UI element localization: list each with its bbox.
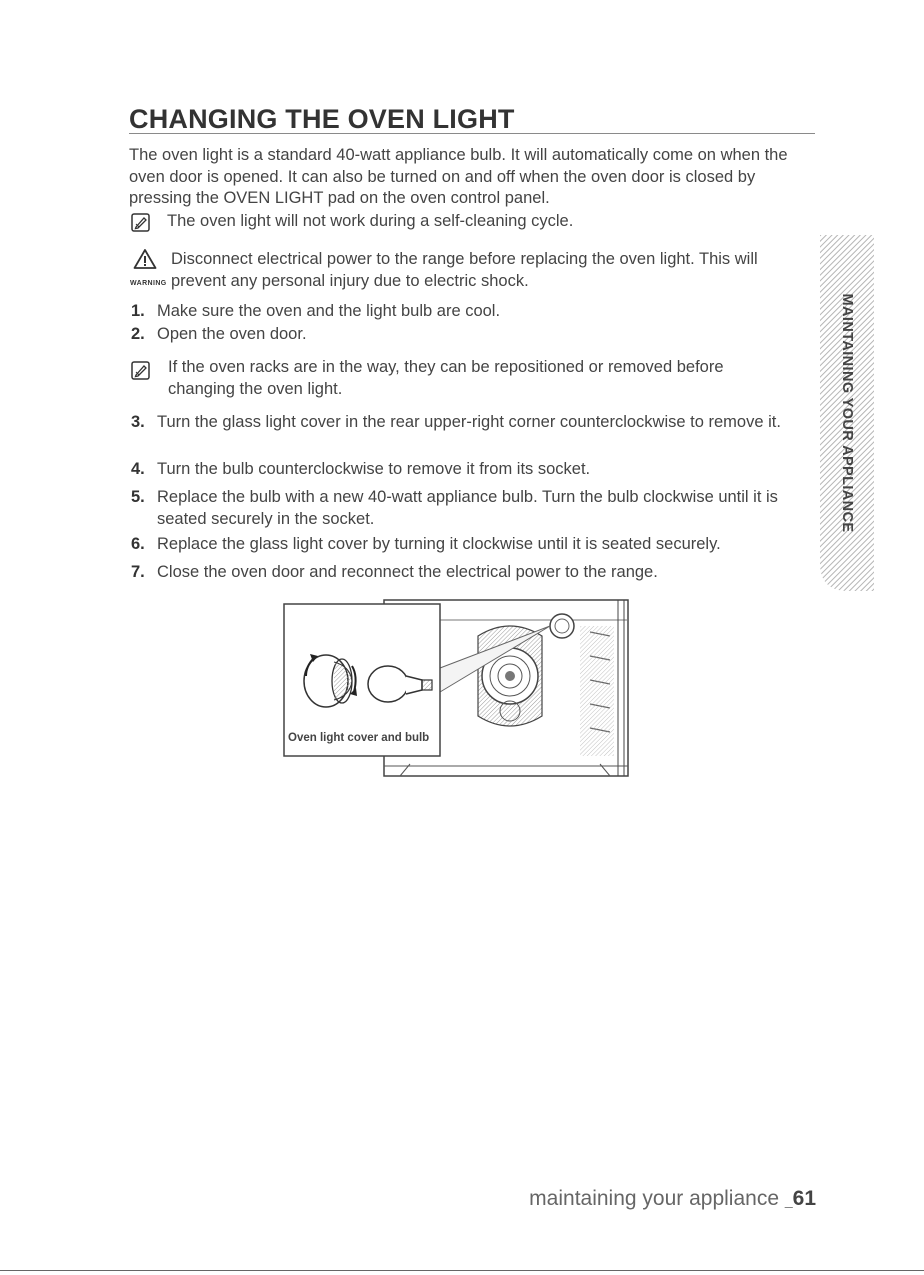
step-text: Make sure the oven and the light bulb are cool. (157, 302, 501, 320)
warning-text: Disconnect electrical power to the range before replacing the oven light. This will prevent any personal injury due to electric shock. (171, 250, 758, 290)
page-number: 61 (792, 1187, 816, 1210)
note-text: The oven light will not work during a self-cleaning cycle. (167, 212, 574, 230)
section-title: CHANGING THE OVEN LIGHT (129, 104, 515, 134)
step-text: Turn the bulb counterclockwise to remove it from its socket. (157, 460, 591, 478)
footer-separator: _ (784, 1192, 793, 1208)
step-text: Turn the glass light cover in the rear upper-right corner counterclockwise to remove it. (157, 413, 781, 431)
side-tab-label: MAINTAINING YOUR APPLIANCE (839, 293, 855, 533)
bottom-border (0, 1270, 924, 1271)
page-footer (529, 1187, 816, 1211)
step-text: Replace the bulb with a new 40-watt appliance bulb. Turn the bulb clockwise until it is seated securely in the socket. (157, 488, 778, 528)
figure-caption: Oven light cover and bulb (288, 732, 430, 744)
step-text: Replace the glass light cover by turning it clockwise until it is seated securely. (157, 535, 721, 553)
intro-paragraph: The oven light is a standard 40-watt appliance bulb. It will automatically come on when the oven door is opened. It can also be turned on and off when the oven door is closed by pressing the OVEN LIGHT pad on the oven control panel. (129, 146, 788, 207)
footer-section-name: maintaining your appliance (529, 1187, 779, 1210)
step-number: 2. (131, 325, 145, 343)
note-icon (131, 213, 150, 232)
note-icon (131, 361, 150, 380)
step-number: 7. (131, 563, 145, 581)
step-number: 4. (131, 460, 145, 478)
step-text: Open the oven door. (157, 325, 307, 343)
step-number: 5. (131, 488, 145, 506)
oven-light-illustration (280, 596, 636, 782)
warning-label: WARNING (130, 280, 167, 287)
step-text: Close the oven door and reconnect the electrical power to the range. (157, 563, 658, 581)
warning-triangle-icon (133, 248, 157, 270)
note-text: If the oven racks are in the way, they can be repositioned or removed before changing the oven light. (168, 358, 724, 398)
step-number: 3. (131, 413, 145, 431)
step-number: 6. (131, 535, 145, 553)
step-number: 1. (131, 302, 145, 320)
title-underline (129, 133, 815, 134)
